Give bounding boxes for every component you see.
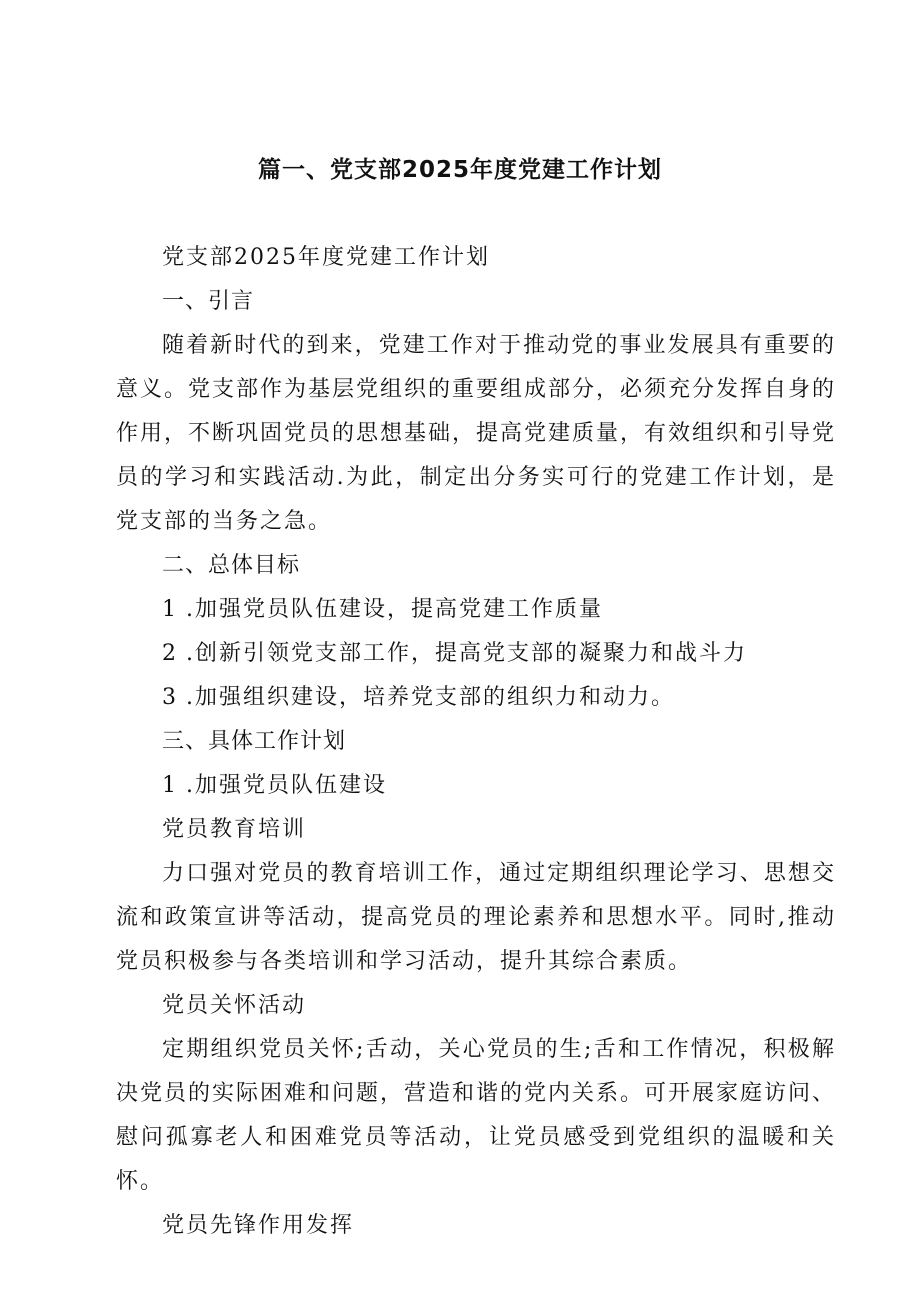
goal-item-number: 2	[162, 641, 178, 666]
goal-item-text: .加强党员队伍建设，提高党建工作质量	[186, 597, 603, 622]
education-subtitle: 党员教育培训	[162, 817, 307, 842]
goal-item-text: .创新引领党支部工作，提高党支部的凝聚力和战斗力	[186, 641, 747, 666]
care-subtitle: 党员关怀活动	[162, 993, 307, 1018]
goal-item-number: 1	[162, 597, 178, 622]
document-body	[116, 236, 836, 1248]
goal-item-2	[116, 632, 836, 676]
goal-item-text: .加强组织建设，培养党支部的组织力和动力。	[186, 685, 675, 710]
section-heading-intro: 一、引言	[162, 289, 255, 314]
intro-paragraph: 随着新时代的到来，党建工作对于推动党的事业发展具有重要的意义。党支部作为基层党组织的重要组成部分，必须充分发挥自身的作用，不断巩固党员的思想基础，提高党建质量，有效组织和引导党员的学习和实践活动.为此，制定出分务实可行的党建工作计划，是党支部的当务之急。	[116, 333, 837, 534]
goal-item-3	[116, 676, 836, 720]
document-title: 篇一、党支部2025年度党建工作计划	[257, 157, 662, 183]
education-paragraph: 力口强对党员的教育培训工作，通过定期组织理论学习、思想交流和政策宣讲等活动，提高党员的理论素养和思想水平。同时,推动党员积极参与各类培训和学习活动，提升其综合素质。	[116, 861, 836, 974]
plan-item-number: 1	[162, 773, 178, 798]
goal-item-1	[116, 588, 836, 632]
section-heading-plan: 三、具体工作计划	[162, 729, 347, 754]
section-heading-goals: 二、总体目标	[162, 553, 301, 578]
care-paragraph: 定期组织党员关怀;舌动，关心党员的生;舌和工作情况，积极解决党员的实际困难和问题，营造和谐的党内关系。可开展家庭访问、慰问孤寡老人和困难党员等活动，让党员感受到党组织的温暖和关怀。	[116, 1037, 837, 1194]
vanguard-subtitle: 党员先锋作用发挥	[162, 1213, 355, 1238]
plan-item-1	[116, 764, 836, 808]
goal-item-number: 3	[162, 685, 178, 710]
plan-item-text: .加强党员队伍建设	[186, 773, 387, 798]
document-subtitle: 党支部2025年度党建工作计划	[162, 245, 490, 270]
